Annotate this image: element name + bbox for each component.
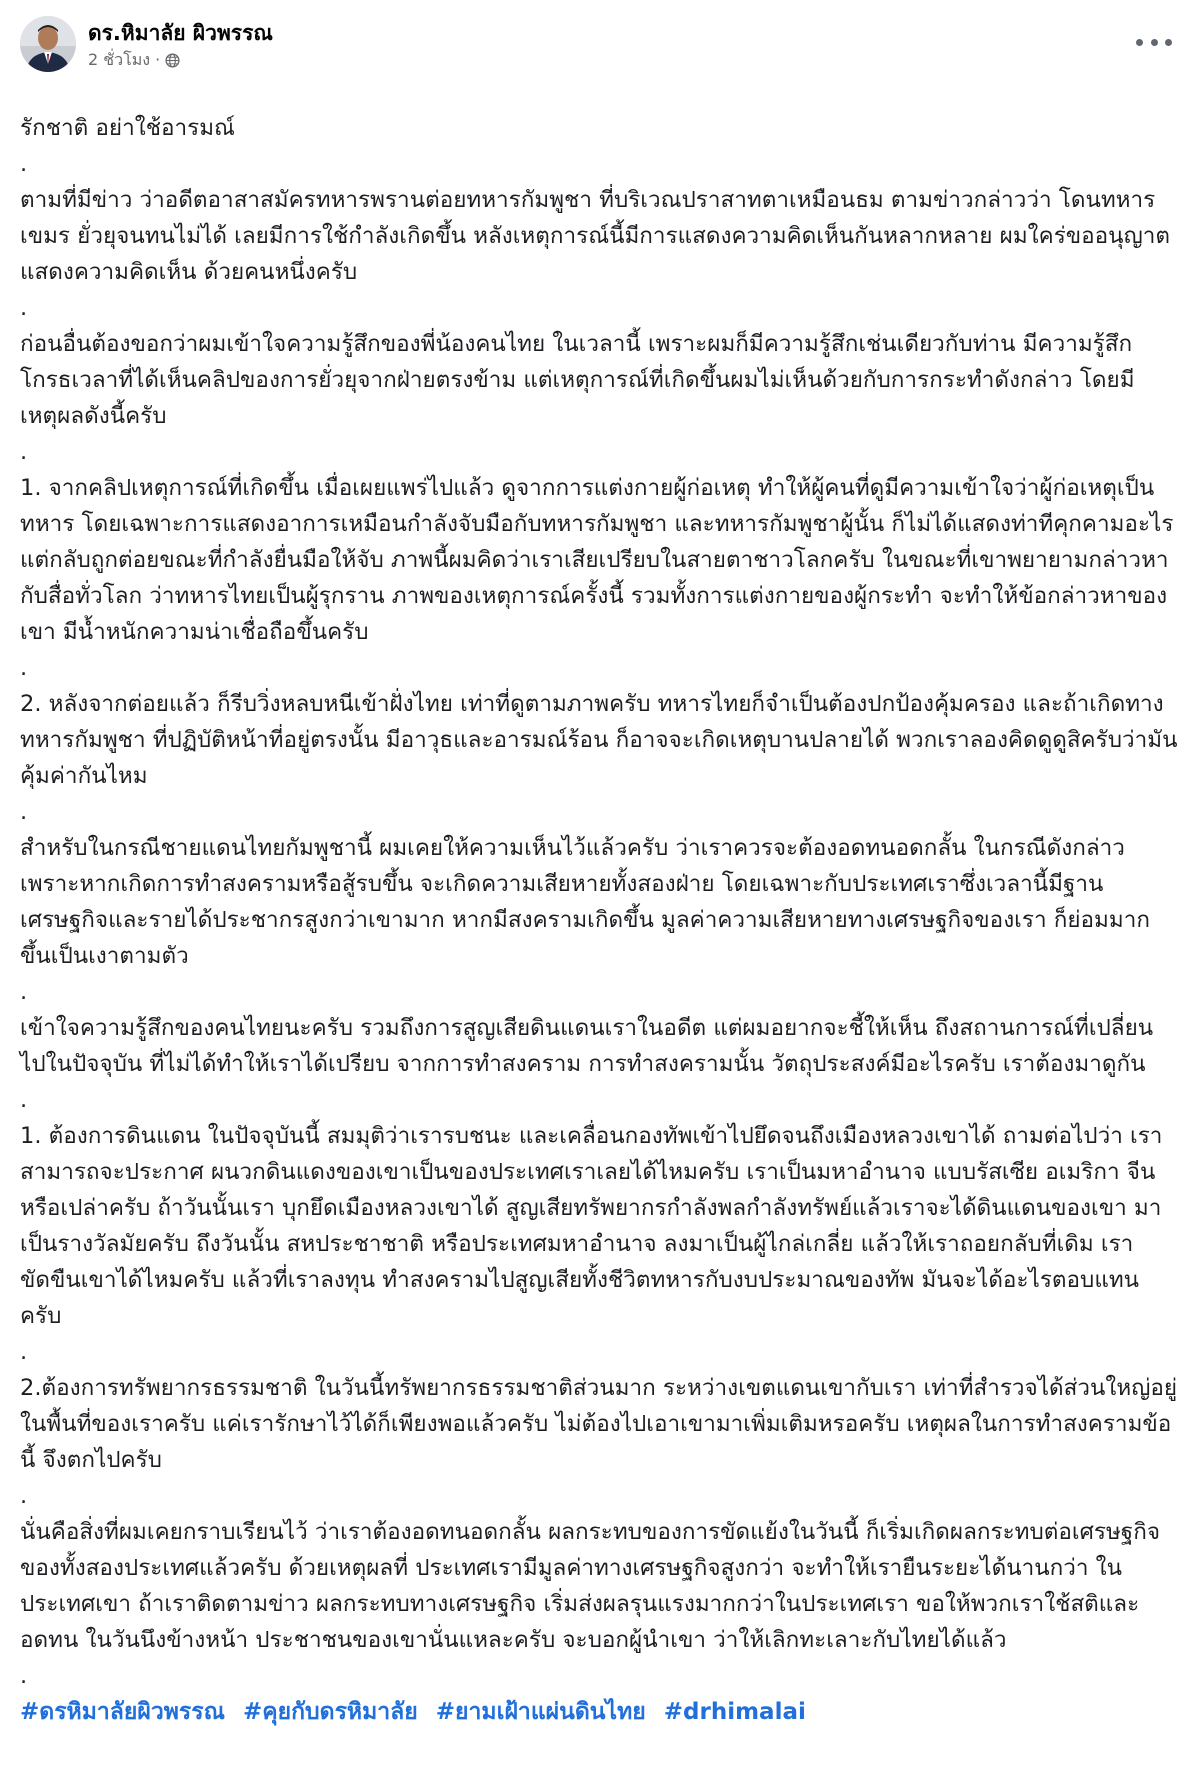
hashtag-link[interactable]: #ยามเฝ้าแผ่นดินไทย [435, 1699, 646, 1725]
three-dots-icon [1151, 39, 1158, 46]
paragraph-separator: . [20, 799, 28, 825]
post-meta [88, 50, 273, 70]
meta-separator: · [155, 50, 161, 69]
hashtag-link[interactable]: #คุยกับดรหิมาลัย [242, 1699, 418, 1725]
post-paragraph: สำหรับในกรณีชายแดนไทยกัมพูชานี้ ผมเคยให้ความเห็นไว้แล้วครับ ว่าเราควรจะต้องอดทนอดกลั้น ในกรณีดังกล่าว เพราะหากเกิดการทำสงครามหรือสู้รบขึ้น จะเกิดความเสียหายทั้งสองฝ่าย โดยเฉพาะกับประเทศเราซึ่งเวลานี้มีฐานเศรษฐกิจและรายได้ประชากรสูงกว่าเขามาก หากมีสงครามเกิดขึ้น มูลค่าความเสียหายทางเศรษฐกิจของเรา ก็ย่อมมากขึ้นเป็นเงาตามตัว [20, 835, 1150, 969]
post-paragraph: 2.ต้องการทรัพยากรธรรมชาติ ในวันนี้ทรัพยากรธรรมชาติส่วนมาก ระหว่างเขตแดนเขากับเรา เท่าที่สำรวจได้ส่วนใหญ่อยู่ในพื้นที่ของเราครับ แค่เรารักษาไว้ได้ก็เพียงพอแล้วครับ ไม่ต้องไปเอาเขามาเพิ่มเติมหรอครับ เหตุผลในการทำสงครามข้อนี้ จึงตกไปครับ [20, 1375, 1178, 1473]
post-header [20, 14, 1178, 88]
post-timestamp[interactable]: 2 ชั่วโมง [88, 50, 151, 69]
paragraph-separator: . [20, 1663, 28, 1689]
hashtag-row [20, 1694, 1178, 1730]
author-name[interactable]: ดร.หิมาลัย ผิวพรรณ [88, 21, 273, 45]
post-paragraph: นั่นคือสิ่งที่ผมเคยกราบเรียนไว้ ว่าเราต้องอดทนอดกลั้น ผลกระทบของการขัดแย้งในวันนี้ ก็เริ่มเกิดผลกระทบต่อเศรษฐกิจ ของทั้งสองประเทศแล้วครับ ด้วยเหตุผลที่ ประเทศเรามีมูลค่าทางเศรษฐกิจสูงกว่า จะทำให้เรายืนระยะได้นานกว่า ในประเทศเขา ถ้าเราติดตามข่าว ผลกระทบทางเศรษฐกิจ เริ่มส่งผลรุนแรงมากกว่าในประเทศเรา ขอให้พวกเราใช้สติและอดทน ในวันนึงข้างหน้า ประชาชนของเขานั่นแหละครับ จะบอกผู้นำเขา ว่าให้เลิกทะเลาะกับไทยได้แล้ว [20, 1519, 1161, 1653]
avatar-image [20, 16, 76, 72]
paragraph-separator: . [20, 295, 28, 321]
post-paragraph: 1. ต้องการดินแดน ในปัจจุบันนี้ สมมุติว่าเรารบชนะ และเคลื่อนกองทัพเข้าไปยึดจนถึงเมืองหลวงเขาได้ ถามต่อไปว่า เราสามารถจะประกาศ ผนวกดินแดงของเขาเป็นของประเทศเราเลยได้ไหมครับ เราเป็นมหาอำนาจ แบบรัสเซีย อเมริกา จีน หรือเปล่าครับ ถ้าวันนั้นเรา บุกยึดเมืองหลวงเขาได้ สูญเสียทรัพยากรกำลังพลกำลังทรัพย์แล้วเราจะได้ดินแดนของเขา มาเป็นรางวัลมัยครับ ถึงวันนั้น สหประชาชาติ หรือประเทศมหาอำนาจ ลงมาเป็นผู้ไกล่เกลี่ย แล้วให้เราถอยกลับที่เดิม เราขัดขืนเขาได้ไหมครับ แล้วที่เราลงทุน ทำสงครามไปสูญเสียทั้งชีวิตทหารกับงบประมาณของทัพ มันจะได้อะไรตอบแทนครับ [20, 1123, 1163, 1329]
post-body [20, 110, 1178, 1730]
paragraph-separator: . [20, 655, 28, 681]
post-paragraph: 1. จากคลิปเหตุการณ์ที่เกิดขึ้น เมื่อเผยแพร่ไปแล้ว ดูจากการแต่งกายผู้ก่อเหตุ ทำให้ผู้คนที่ดูมีความเข้าใจว่าผู้ก่อเหตุเป็นทหาร โดยเฉพาะการแสดงอาการเหมือนกำลังจับมือกับทหารกัมพูชา และทหารกัมพูชาผู้นั้น ก็ไม่ได้แสดงท่าทีคุกคามอะไร แต่กลับถูกต่อยขณะที่กำลังยื่นมือให้จับ ภาพนี้ผมคิดว่าเราเสียเปรียบในสายตาชาวโลกครับ ในขณะที่เขาพยายามกล่าวหากับสื่อทั่วโลก ว่าทหารไทยเป็นผู้รุกราน ภาพของเหตุการณ์ครั้งนี้ รวมทั้งการแต่งกายของผู้กระทำ จะทำให้ข้อกล่าวหาของเขา มีน้ำหนักความน่าเชื่อถือขึ้นครับ [20, 475, 1174, 645]
more-options-button[interactable] [1136, 30, 1172, 54]
globe-icon[interactable] [165, 53, 180, 68]
post-paragraph: ก่อนอื่นต้องขอกว่าผมเข้าใจความรู้สึกของพี่น้องคนไทย ในเวลานี้ เพราะผมก็มีความรู้สึกเช่นเดียวกับท่าน มีความรู้สึกโกรธเวลาที่ได้เห็นคลิปของการยั่วยุจากฝ่ายตรงข้าม แต่เหตุการณ์ที่เกิดขึ้นผมไม่เห็นด้วยกับการกระทำดังกล่าว โดยมีเหตุผลดังนี้ครับ [20, 331, 1135, 429]
three-dots-icon [1136, 39, 1143, 46]
paragraph-separator: . [20, 151, 28, 177]
post-title-line: รักชาติ อย่าใช้อารมณ์ [20, 115, 235, 141]
paragraph-separator: . [20, 1087, 28, 1113]
post-paragraph: เข้าใจความรู้สึกของคนไทยนะครับ รวมถึงการสูญเสียดินแดนเราในอดีต แต่ผมอยากจะชี้ให้เห็น ถึงสถานการณ์ที่เปลี่ยนไปในปัจจุบัน ที่ไม่ได้ทำให้เราได้เปรียบ จากการทำสงคราม การทำสงครามนั้น วัตถุประสงค์มีอะไรครับ เราต้องมาดูกัน [20, 1015, 1154, 1077]
post-paragraph: 2. หลังจากต่อยแล้ว ก็รีบวิ่งหลบหนีเข้าฝั่งไทย เท่าที่ดูตามภาพครับ ทหารไทยก็จำเป็นต้องปกป้องคุ้มครอง และถ้าเกิดทางทหารกัมพูชา ที่ปฏิบัติหน้าที่อยู่ตรงนั้น มีอาวุธและอารมณ์ร้อน ก็อาจจะเกิดเหตุบานปลายได้ พวกเราลองคิดดูดูสิครับว่ามันคุ้มค่ากันไหม [20, 691, 1178, 789]
header-text [88, 14, 273, 70]
avatar[interactable] [20, 16, 76, 72]
three-dots-icon [1165, 39, 1172, 46]
paragraph-separator: . [20, 979, 28, 1005]
hashtag-link[interactable]: #drhimalai [663, 1699, 806, 1725]
post-paragraph: ตามที่มีข่าว ว่าอดีตอาสาสมัครทหารพรานต่อยทหารกัมพูชา ที่บริเวณปราสาทตาเหมือนธม ตามข่าวกล่าวว่า โดนทหารเขมร ยั่วยุจนทนไม่ได้ เลยมีการใช้กำลังเกิดขึ้น หลังเหตุการณ์นี้มีการแสดงความคิดเห็นกันหลากหลาย ผมใคร่ขออนุญาตแสดงความคิดเห็น ด้วยคนหนึ่งครับ [20, 187, 1170, 285]
paragraph-separator: . [20, 1483, 28, 1509]
hashtag-link[interactable]: #ดรหิมาลัยผิวพรรณ [20, 1699, 225, 1725]
paragraph-separator: . [20, 1339, 28, 1365]
paragraph-separator: . [20, 439, 28, 465]
